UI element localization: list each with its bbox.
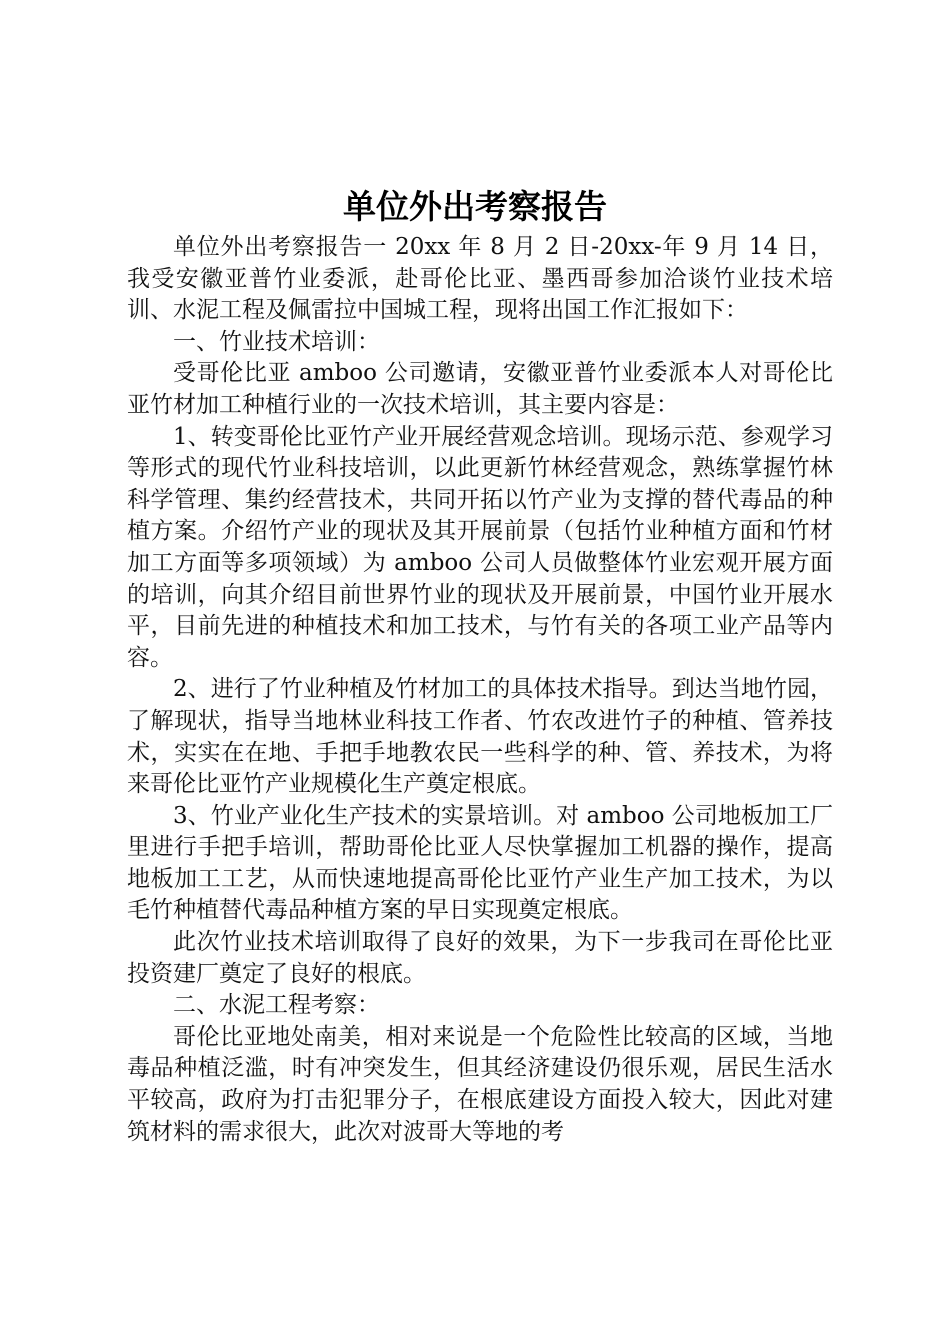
paragraph-training-result: 此次竹业技术培训取得了良好的效果，为下一步我司在哥伦比亚投资建厂奠定了良好的根底。 bbox=[127, 929, 833, 987]
paragraph-invitation: 受哥伦比亚 amboo 公司邀请，安徽亚普竹业委派本人对哥伦比亚竹材加工种植行业的一次技术培训，其主要内容是： bbox=[127, 360, 833, 418]
paragraph-intro: 单位外出考察报告一 20xx 年 8 月 2 日-20xx-年 9 月 14 日，我受安徽亚普竹业委派，赴哥伦比亚、墨西哥参加洽谈竹业技术培训、水泥工程及佩雷拉中国城工程，现将出国工作汇报如下： bbox=[127, 234, 833, 324]
paragraph-item-2: 2、进行了竹业种植及竹材加工的具体技术指导。到达当地竹园，了解现状，指导当地林业科技工作者、竹农改进竹子的种植、管养技术，实实在在地、手把手地教农民一些科学的种、管、养技术，为将来哥伦比亚竹产业规模化生产奠定根底。 bbox=[127, 676, 833, 798]
paragraph-item-3: 3、竹业产业化生产技术的实景培训。对 amboo 公司地板加工厂里进行手把手培训，帮助哥伦比亚人尽快掌握加工机器的操作，提高地板加工工艺，从而快速地提高哥伦比亚竹产业生产加工技术，为以毛竹种植替代毒品种植方案的早日实现奠定根底。 bbox=[127, 802, 833, 924]
section-heading-bamboo-training: 一、竹业技术培训： bbox=[173, 328, 380, 355]
document-body bbox=[127, 232, 833, 1148]
paragraph-item-1: 1、转变哥伦比亚竹产业开展经营观念培训。现场示范、参观学习等形式的现代竹业科技培训，以此更新竹林经营观念，熟练掌握竹林科学管理、集约经营技术，共同开拓以竹产业为支撑的替代毒品的种植方案。介绍竹产业的现状及其开展前景（包括竹业种植方面和竹材加工方面等多项领域）为 amboo 公司人员做整体竹业宏观开展方面的培训，向其介绍目前世界竹业的现状及开展前景，中国竹业开展水平，目前先进的种植技术和加工技术，与竹有关的各项工业产品等内容。 bbox=[127, 423, 833, 671]
section-heading-cement: 二、水泥工程考察： bbox=[173, 992, 380, 1019]
document-title: 单位外出考察报告 bbox=[343, 187, 607, 226]
paragraph-colombia-overview: 哥伦比亚地处南美，相对来说是一个危险性比较高的区域，当地毒品种植泛滥，时有冲突发生，但其经济建设仍很乐观，居民生活水平较高，政府为打击犯罪分子，在根底建设方面投入较大，因此对建筑材料的需求很大，此次对波哥大等地的考 bbox=[127, 1023, 833, 1145]
